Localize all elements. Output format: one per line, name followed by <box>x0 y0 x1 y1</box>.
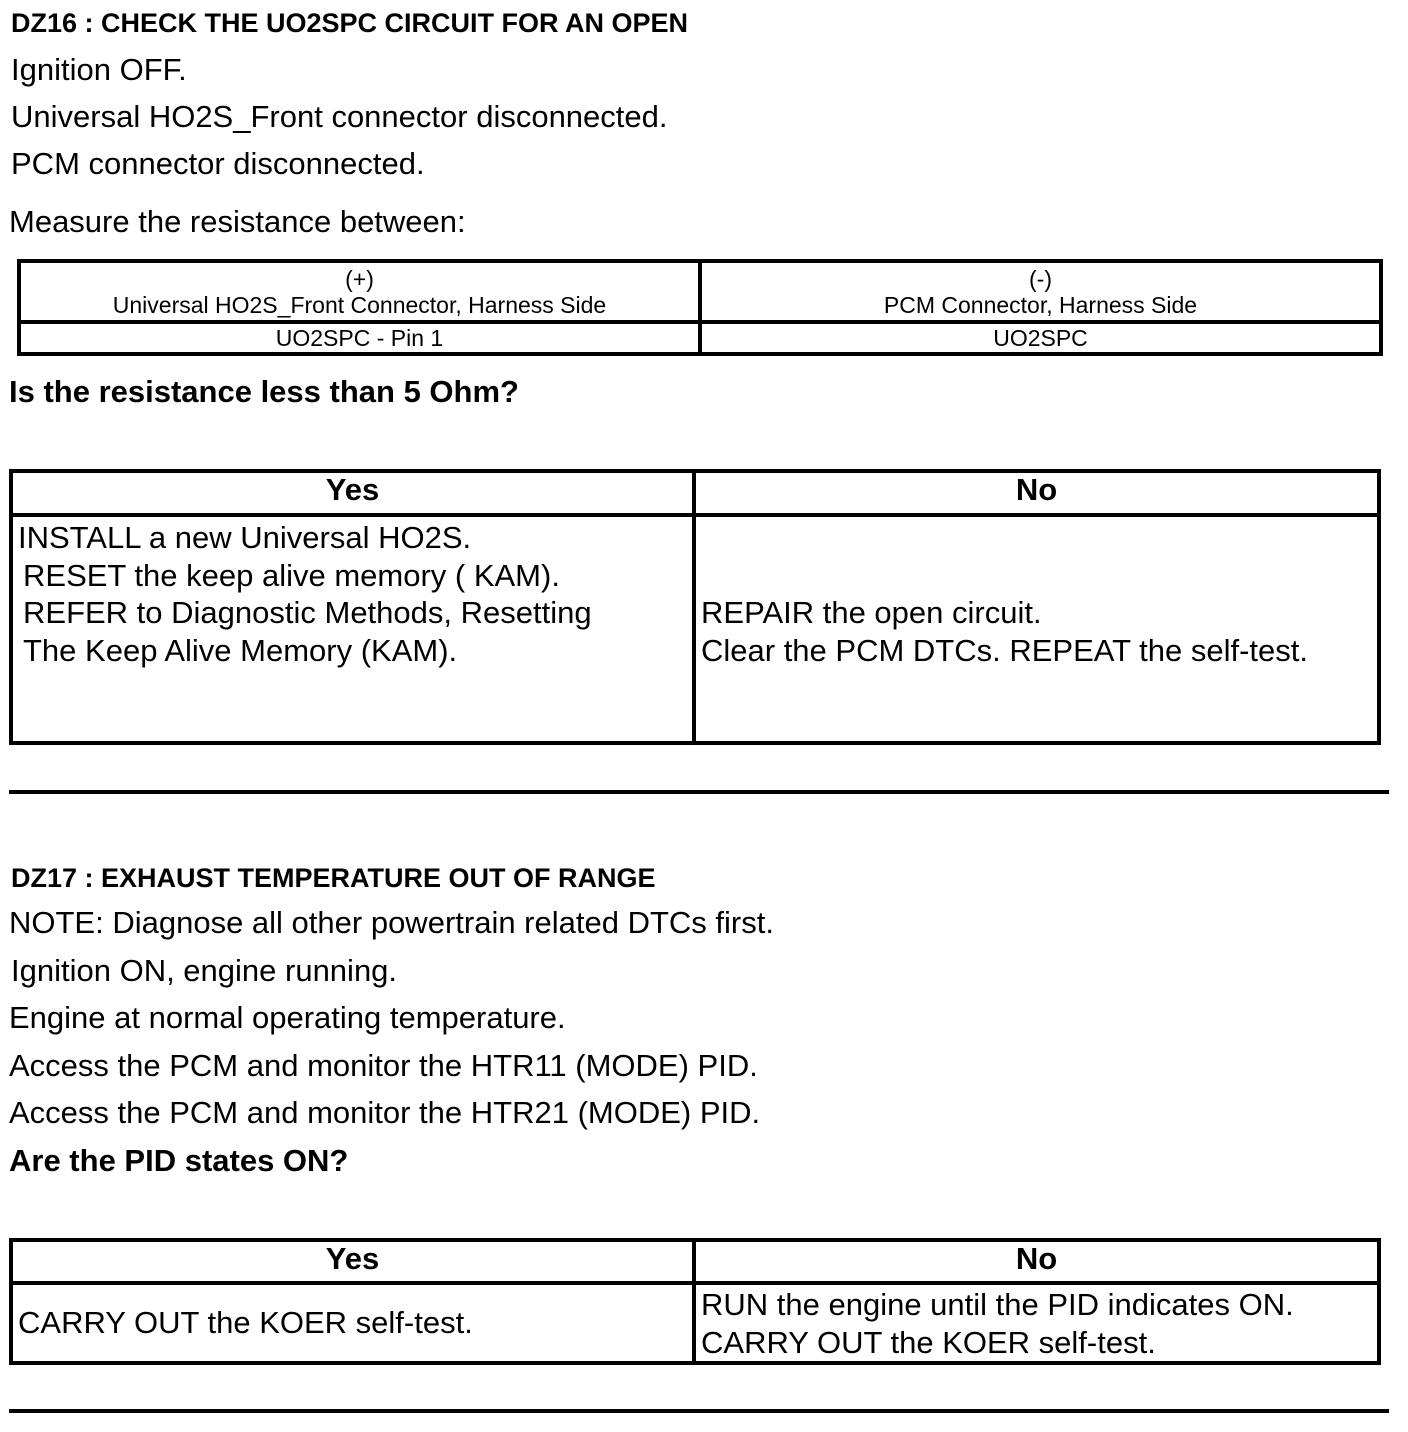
dz16-step-pcm-disconnect: PCM connector disconnected. <box>11 146 425 181</box>
dz16-question: Is the resistance less than 5 Ohm? <box>9 374 519 409</box>
dz17-step-ignition: Ignition ON, engine running. <box>11 953 398 988</box>
positive-sign: (+) <box>345 265 374 292</box>
yes-header: Yes <box>11 1240 694 1283</box>
dz17-yes-no-table <box>9 1238 1381 1365</box>
dz16-yes-no-table <box>9 469 1381 745</box>
no-action-line: RUN the engine until the PID indicates ON. <box>701 1287 1294 1322</box>
no-action-cell <box>694 1283 1379 1363</box>
section-divider <box>9 1409 1389 1413</box>
negative-connector-label: PCM Connector, Harness Side <box>883 291 1198 318</box>
no-header: No <box>694 471 1379 515</box>
yes-action-cell <box>11 1283 694 1363</box>
negative-terminal-header <box>700 261 1381 322</box>
positive-connector-label: Universal HO2S_Front Connector, Harness Side <box>112 291 607 318</box>
dz16-measure-table <box>17 259 1383 356</box>
dz17-note: NOTE: Diagnose all other powertrain related DTCs first. <box>9 905 774 940</box>
yes-header: Yes <box>11 471 694 515</box>
dz17-step-htr21: Access the PCM and monitor the HTR21 (MODE) PID. <box>9 1095 761 1130</box>
negative-pin-cell: UO2SPC <box>700 322 1381 354</box>
yes-action-line: CARRY OUT the KOER self-test. <box>18 1305 473 1340</box>
yes-action-line: RESET the keep alive memory ( KAM). <box>23 557 560 593</box>
dz16-step-ignition: Ignition OFF. <box>11 52 187 87</box>
dz17-step-engine-temp: Engine at normal operating temperature. <box>9 1000 566 1035</box>
dz16-heading: DZ16 : CHECK THE UO2SPC CIRCUIT FOR AN OPEN <box>11 8 689 38</box>
positive-terminal-header <box>19 261 700 322</box>
section-divider <box>9 790 1389 794</box>
yes-action-line: The Keep Alive Memory (KAM). <box>23 632 458 668</box>
no-action-cell <box>694 515 1379 743</box>
no-action-line: REPAIR the open circuit. <box>701 595 1042 630</box>
yes-action-line: INSTALL a new Universal HO2S. <box>18 520 472 555</box>
negative-sign: (-) <box>1029 265 1052 292</box>
dz16-measure-instruction: Measure the resistance between: <box>9 204 466 239</box>
yes-action-cell <box>11 515 694 743</box>
dz17-step-htr11: Access the PCM and monitor the HTR11 (MODE) PID. <box>9 1048 758 1083</box>
dz17-heading: DZ17 : EXHAUST TEMPERATURE OUT OF RANGE <box>11 863 656 893</box>
positive-pin-cell: UO2SPC - Pin 1 <box>19 322 700 354</box>
dz17-question: Are the PID states ON? <box>9 1143 349 1178</box>
dz16-step-ho2s-disconnect: Universal HO2S_Front connector disconnected. <box>11 99 668 134</box>
yes-action-line: REFER to Diagnostic Methods, Resetting <box>23 595 592 630</box>
no-header: No <box>694 1240 1379 1283</box>
no-action-line: Clear the PCM DTCs. REPEAT the self-test. <box>701 632 1308 668</box>
no-action-line: CARRY OUT the KOER self-test. <box>701 1324 1156 1360</box>
